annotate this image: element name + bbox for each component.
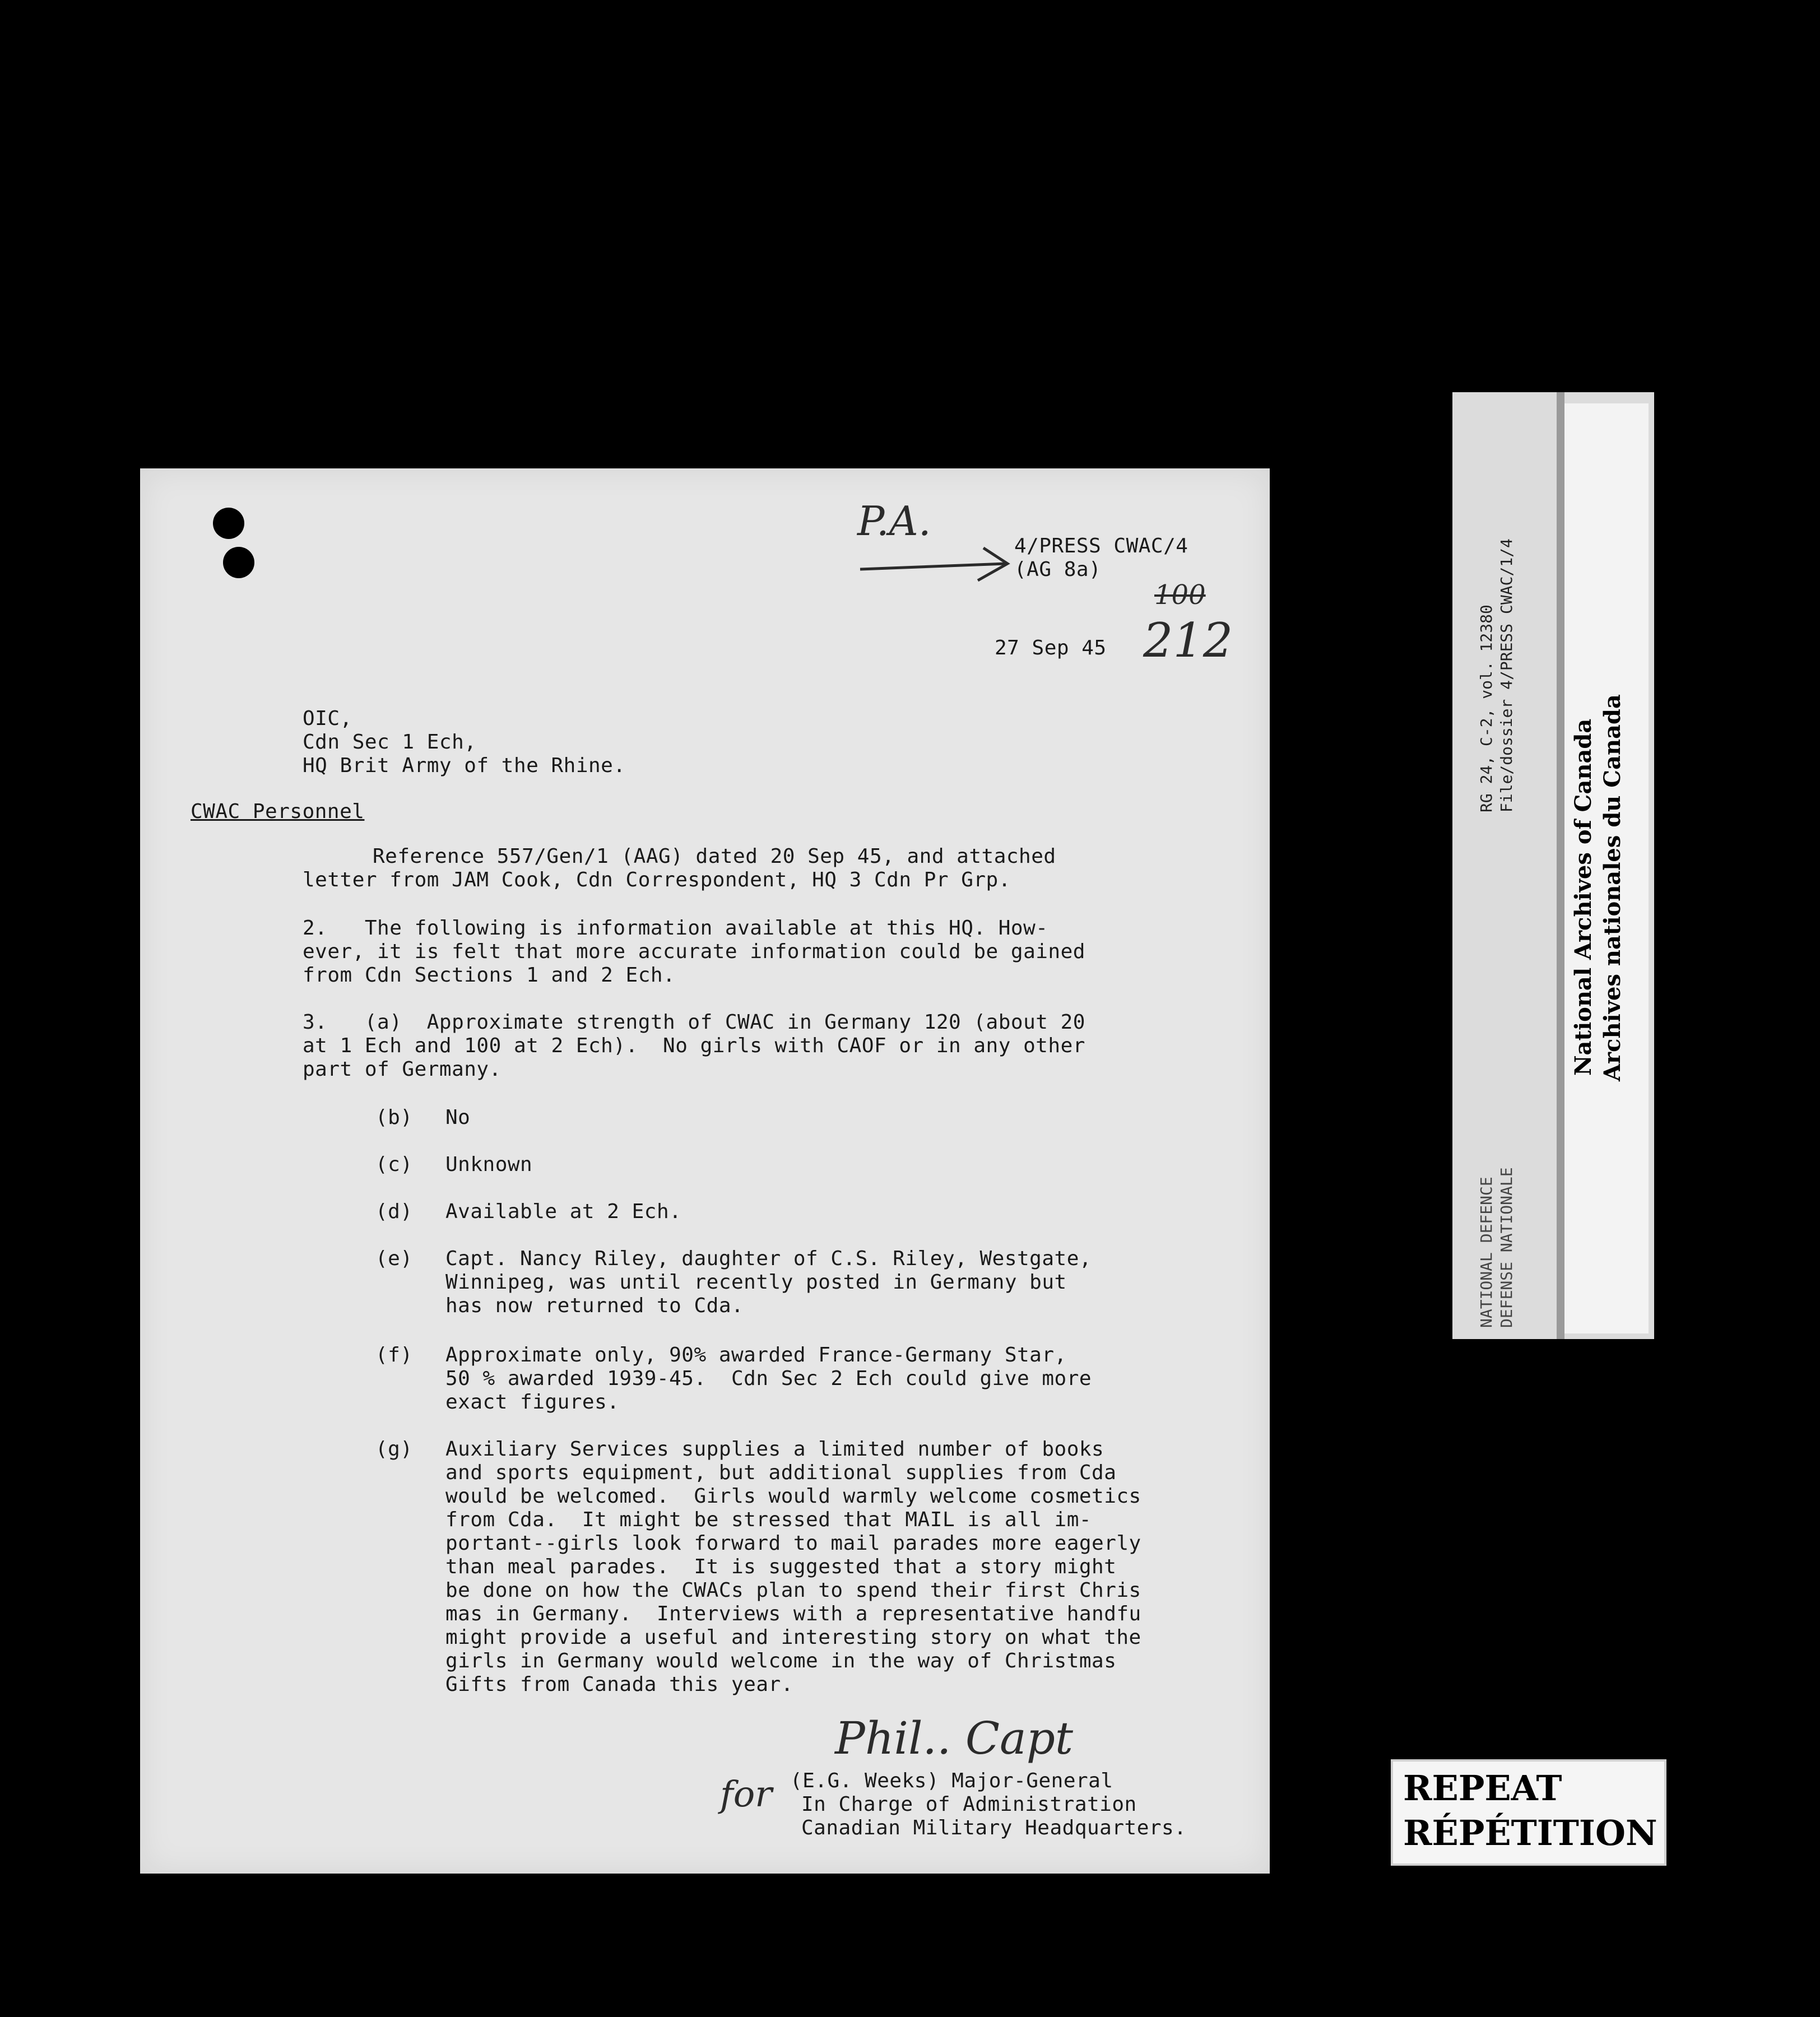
item-g-line: portant--girls look forward to mail parades more eagerly [445, 1532, 1141, 1555]
item-g-line: from Cda. It might be stressed that MAIL is all im- [445, 1508, 1092, 1531]
signature-line-1: (E.G. Weeks) Major-General [790, 1769, 1113, 1792]
archives-name-en: National Archives of Canada [1570, 718, 1596, 1076]
item-g-label: (g) [375, 1438, 413, 1461]
punch-hole-top [213, 508, 244, 539]
repeat-label-fr: RÉPÉTITION [1403, 1812, 1657, 1853]
subject-line: CWAC Personnel [191, 800, 365, 823]
para1-line-2: letter from JAM Cook, Cdn Correspondent, HQ 3 Cdn Pr Grp. [303, 868, 1011, 891]
letter-date: 27 Sep 45 [995, 636, 1107, 659]
signature-line-3: Canadian Military Headquarters. [801, 1816, 1187, 1839]
para1-line-1: Reference 557/Gen/1 (AAG) dated 20 Sep 45, and attached [373, 845, 1056, 868]
para3-line-1: 3. (a) Approximate strength of CWAC in Germany 120 (about 20 [303, 1011, 1085, 1034]
archives-name-fr: Archives nationales du Canada [1599, 694, 1626, 1081]
item-c-label: (c) [375, 1153, 413, 1176]
item-b-label: (b) [375, 1106, 413, 1129]
item-c-text: Unknown [445, 1153, 533, 1176]
addressee-line-3: HQ Brit Army of the Rhine. [303, 754, 626, 777]
archive-strip [1452, 392, 1654, 1339]
item-d-label: (d) [375, 1200, 413, 1223]
item-e-line: Winnipeg, was until recently posted in Germany but [445, 1271, 1067, 1294]
handwritten-signature: Phil.. Capt [835, 1712, 1074, 1764]
archive-reference-1: RG 24, C-2, vol. 12380 [1477, 605, 1496, 812]
signature-prefix: for [720, 1774, 772, 1815]
addressee-line-1: OIC, [303, 707, 352, 730]
item-d-text: Available at 2 Ech. [445, 1200, 682, 1223]
para2-line-3: from Cdn Sections 1 and 2 Ech. [303, 964, 676, 987]
item-g-line: Gifts from Canada this year. [445, 1673, 793, 1696]
item-g-line: would be welcomed. Girls would warmly welcome cosmetics [445, 1485, 1141, 1508]
strip-divider [1557, 392, 1564, 1339]
arrow-icon [857, 536, 1025, 586]
para3-line-3: part of Germany. [303, 1058, 502, 1081]
item-g-line: Auxiliary Services supplies a limited number of books [445, 1438, 1104, 1461]
letter-sheet [140, 468, 1270, 1874]
hand-number: 212 [1143, 613, 1233, 668]
para2-line-2: ever, it is felt that more accurate information could be gained [303, 940, 1085, 963]
item-e-line: Capt. Nancy Riley, daughter of C.S. Riley, Westgate, [445, 1247, 1092, 1270]
repeat-label-en: REPEAT [1403, 1768, 1562, 1809]
item-e-line: has now returned to Cda. [445, 1294, 744, 1317]
item-g-line: and sports equipment, but additional supplies from Cda [445, 1461, 1117, 1484]
file-reference-sub: (AG 8a) [1014, 558, 1102, 581]
item-g-line: than meal parades. It is suggested that a story might [445, 1555, 1117, 1578]
file-reference: 4/PRESS CWAC/4 [1014, 535, 1188, 557]
item-b-text: No [445, 1106, 471, 1129]
item-e-label: (e) [375, 1247, 413, 1270]
repeat-label [1391, 1759, 1666, 1866]
department-name-en: NATIONAL DEFENCE [1477, 1177, 1496, 1328]
punch-hole-bottom [223, 547, 254, 578]
item-f-line: exact figures. [445, 1391, 620, 1414]
item-f-line: 50 % awarded 1939-45. Cdn Sec 2 Ech could give more [445, 1367, 1092, 1390]
annotation-pa: P.A. [857, 498, 931, 545]
signature-line-2: In Charge of Administration [801, 1793, 1137, 1816]
archive-reference-2: File/dossier 4/PRESS CWAC/1/4 [1497, 538, 1516, 812]
item-g-line: be done on how the CWACs plan to spend their first Chris [445, 1579, 1141, 1602]
item-f-label: (f) [375, 1344, 413, 1367]
para3-line-2: at 1 Ech and 100 at 2 Ech). No girls with CAOF or in any other [303, 1034, 1085, 1057]
item-f-line: Approximate only, 90% awarded France-Germany Star, [445, 1344, 1067, 1367]
hand-number-struck: 100 [1154, 579, 1206, 611]
item-g-line: girls in Germany would welcome in the way of Christmas [445, 1649, 1117, 1672]
para2-line-1: 2. The following is information available at this HQ. How- [303, 917, 1048, 940]
item-g-line: might provide a useful and interesting story on what the [445, 1626, 1141, 1649]
department-name-fr: DEFENSE NATIONALE [1497, 1167, 1516, 1328]
addressee-line-2: Cdn Sec 1 Ech, [303, 731, 477, 754]
item-g-line: mas in Germany. Interviews with a representative handfu [445, 1602, 1141, 1625]
